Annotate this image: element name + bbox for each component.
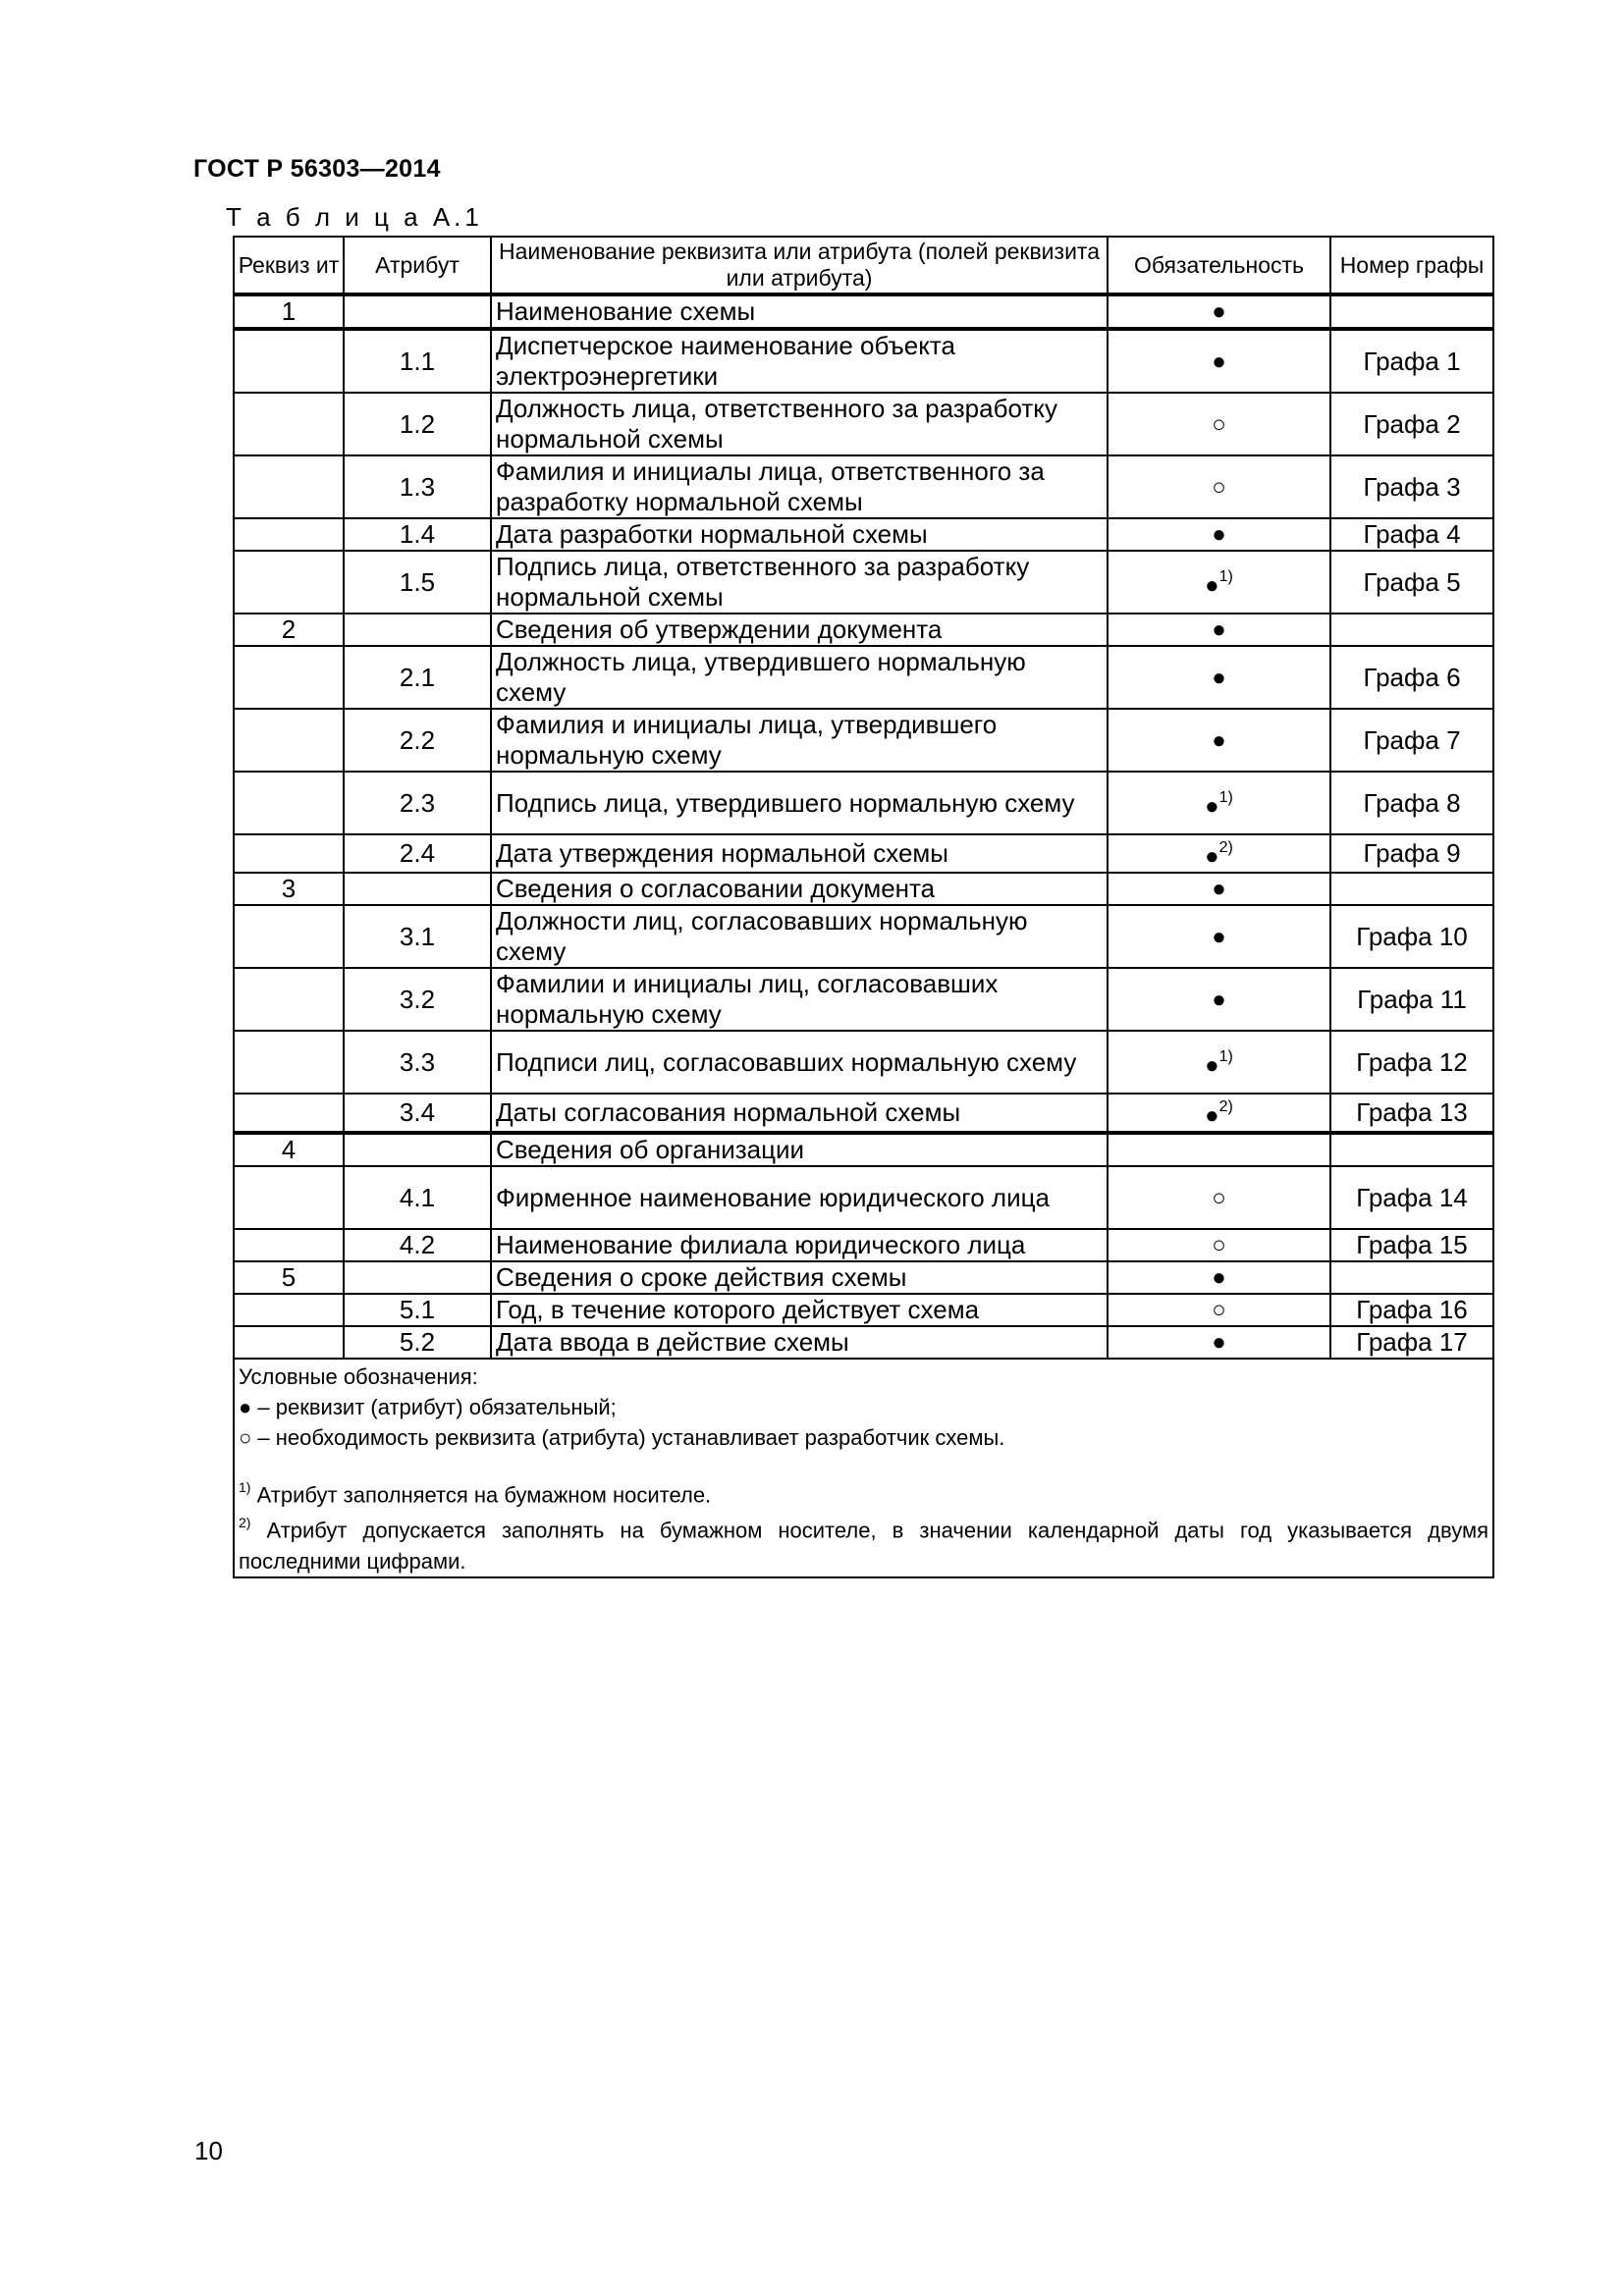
requisite-number-cell (234, 834, 344, 873)
attribute-name-cell: Фамилия и инициалы лица, ответственного за разработку нормальной схемы (491, 455, 1108, 518)
footnote-ref: 1) (1218, 788, 1233, 806)
attribute-name-cell: Сведения о сроке действия схемы (491, 1261, 1108, 1294)
footnote-2 (239, 1510, 1488, 1575)
table-row (234, 1229, 1493, 1261)
mandatory-symbol: ● (1212, 1264, 1226, 1291)
requisite-number-cell: 1 (234, 294, 344, 329)
attribute-name-cell: Дата ввода в действие схемы (491, 1326, 1108, 1359)
mandatory-mark (1212, 1297, 1226, 1323)
table-row (234, 968, 1493, 1031)
mandatory-mark (1212, 348, 1226, 375)
column-number-cell: Графа 8 (1330, 772, 1493, 834)
requisite-number-cell: 4 (234, 1133, 344, 1166)
requisite-number-cell (234, 709, 344, 772)
mandatory-cell (1108, 873, 1330, 905)
mandatory-mark (1212, 1329, 1226, 1356)
table-row (234, 1261, 1493, 1294)
requisite-number-cell (234, 551, 344, 614)
attribute-name-cell: Фамилии и инициалы лиц, согласовавших нормальную схему (491, 968, 1108, 1031)
table-row (234, 294, 1493, 329)
table-row (234, 646, 1493, 709)
requisite-number-cell (234, 455, 344, 518)
table-row (234, 873, 1493, 905)
attribute-number-cell (344, 1133, 491, 1166)
column-number-cell: Графа 11 (1330, 968, 1493, 1031)
mandatory-mark (1212, 1264, 1226, 1291)
table-body (234, 294, 1493, 1359)
mandatory-cell (1108, 294, 1330, 329)
column-number-cell: Графа 7 (1330, 709, 1493, 772)
column-number-cell: Графа 5 (1330, 551, 1493, 614)
requisite-number-cell (234, 393, 344, 455)
mandatory-cell (1108, 1229, 1330, 1261)
mandatory-mark (1205, 1047, 1233, 1079)
attribute-number-cell: 5.1 (344, 1294, 491, 1326)
mandatory-cell (1108, 518, 1330, 551)
requisite-number-cell (234, 1229, 344, 1261)
mandatory-mark (1205, 567, 1233, 599)
footnote-1-mark: 1) (239, 1479, 251, 1495)
requisite-number-cell (234, 646, 344, 709)
requisite-number-cell (234, 1294, 344, 1326)
mandatory-symbol: ● (1205, 571, 1219, 599)
column-number-cell: Графа 17 (1330, 1326, 1493, 1359)
attribute-name-cell: Должность лица, утвердившего нормальную схему (491, 646, 1108, 709)
column-number-cell (1330, 294, 1493, 329)
table-row (234, 455, 1493, 518)
requisite-number-cell (234, 329, 344, 393)
attribute-name-cell: Должности лиц, согласовавших нормальную схему (491, 905, 1108, 968)
table-row (234, 614, 1493, 646)
column-header-mandatory: Обязательность (1108, 237, 1330, 294)
footnote-ref: 1) (1218, 567, 1233, 585)
column-number-cell: Графа 16 (1330, 1294, 1493, 1326)
requisite-number-cell (234, 1166, 344, 1229)
attribute-number-cell: 2.2 (344, 709, 491, 772)
mandatory-symbol: ○ (1212, 1184, 1226, 1211)
column-number-cell: Графа 3 (1330, 455, 1493, 518)
table-row (234, 329, 1493, 393)
mandatory-symbol: ○ (1212, 1232, 1226, 1258)
mandatory-symbol: ● (1212, 1329, 1226, 1356)
table-row (234, 1133, 1493, 1166)
attribute-name-cell: Фамилия и инициалы лица, утвердившего нормальную схему (491, 709, 1108, 772)
attribute-name-cell: Наименование филиала юридического лица (491, 1229, 1108, 1261)
column-number-cell: Графа 6 (1330, 646, 1493, 709)
mandatory-mark (1212, 474, 1226, 501)
footnote-ref: 1) (1218, 1047, 1233, 1065)
column-number-cell: Графа 2 (1330, 393, 1493, 455)
attribute-name-cell: Наименование схемы (491, 294, 1108, 329)
mandatory-symbol: ● (1212, 986, 1226, 1013)
table-row (234, 518, 1493, 551)
table-caption: Т а б л и ц а А.1 (226, 202, 483, 232)
table-row (234, 709, 1493, 772)
attribute-name-cell: Сведения об организации (491, 1133, 1108, 1166)
column-number-cell: Графа 14 (1330, 1166, 1493, 1229)
attribute-number-cell: 1.3 (344, 455, 491, 518)
mandatory-symbol: ● (1212, 298, 1226, 325)
column-number-cell: Графа 1 (1330, 329, 1493, 393)
requisite-number-cell (234, 772, 344, 834)
mandatory-symbol: ○ (1212, 410, 1226, 438)
column-number-cell (1330, 1261, 1493, 1294)
attribute-number-cell (344, 294, 491, 329)
column-number-cell: Графа 13 (1330, 1094, 1493, 1133)
table-row (234, 834, 1493, 873)
table-row (234, 905, 1493, 968)
attribute-number-cell: 3.4 (344, 1094, 491, 1133)
footnotes (239, 1474, 1488, 1576)
mandatory-symbol: ● (1205, 1102, 1219, 1129)
column-number-cell: Графа 15 (1330, 1229, 1493, 1261)
mandatory-mark (1212, 298, 1226, 325)
requisite-number-cell: 5 (234, 1261, 344, 1294)
column-header-req: Реквиз ит (234, 237, 344, 294)
requisite-number-cell: 2 (234, 614, 344, 646)
footnote-ref: 2) (1218, 1098, 1233, 1115)
attribute-name-cell: Даты согласования нормальной схемы (491, 1094, 1108, 1133)
mandatory-cell (1108, 1294, 1330, 1326)
attribute-name-cell: Подпись лица, ответственного за разработку нормальной схемы (491, 551, 1108, 614)
mandatory-mark (1212, 411, 1226, 438)
attribute-name-cell: Дата утверждения нормальной схемы (491, 834, 1108, 873)
attribute-number-cell: 3.2 (344, 968, 491, 1031)
requisite-number-cell: 3 (234, 873, 344, 905)
notes-cell (234, 1359, 1493, 1577)
column-header-name: Наименование реквизита или атрибута (полей реквизита или атрибута) (491, 237, 1108, 294)
attribute-number-cell: 5.2 (344, 1326, 491, 1359)
table-row (234, 772, 1493, 834)
mandatory-mark (1212, 727, 1226, 754)
attribute-name-cell: Сведения об утверждении документа (491, 614, 1108, 646)
requisites-table (233, 236, 1494, 1578)
attribute-number-cell: 3.3 (344, 1031, 491, 1094)
mandatory-cell (1108, 834, 1330, 873)
attribute-number-cell: 1.2 (344, 393, 491, 455)
mandatory-symbol: ● (1205, 1051, 1219, 1079)
legend-empty: ○ – необходимость реквизита (атрибута) устанавливает разработчик схемы. (239, 1425, 1005, 1450)
mandatory-symbol: ● (1205, 843, 1219, 870)
column-number-cell (1330, 873, 1493, 905)
table-row (234, 1166, 1493, 1229)
mandatory-cell (1108, 614, 1330, 646)
mandatory-symbol: ● (1205, 792, 1219, 820)
table-header-row (234, 237, 1493, 294)
column-header-attr: Атрибут (344, 237, 491, 294)
mandatory-cell (1108, 329, 1330, 393)
attribute-number-cell (344, 873, 491, 905)
table-row (234, 393, 1493, 455)
mandatory-mark (1205, 788, 1233, 820)
mandatory-cell (1108, 1031, 1330, 1094)
attribute-name-cell: Подписи лиц, согласовавших нормальную схему (491, 1031, 1108, 1094)
mandatory-symbol: ○ (1212, 473, 1226, 501)
page-number: 10 (194, 2136, 223, 2165)
attribute-number-cell (344, 614, 491, 646)
attribute-name-cell: Год, в течение которого действует схема (491, 1294, 1108, 1326)
attribute-number-cell: 4.1 (344, 1166, 491, 1229)
attribute-number-cell (344, 1261, 491, 1294)
mandatory-cell (1108, 393, 1330, 455)
table-row (234, 551, 1493, 614)
mandatory-mark (1212, 665, 1226, 691)
attribute-number-cell: 1.1 (344, 329, 491, 393)
requisite-number-cell (234, 968, 344, 1031)
mandatory-cell (1108, 905, 1330, 968)
attribute-number-cell: 1.4 (344, 518, 491, 551)
mandatory-symbol: ● (1212, 521, 1226, 548)
mandatory-cell (1108, 709, 1330, 772)
mandatory-mark (1205, 1098, 1233, 1129)
notes-row (234, 1359, 1493, 1577)
mandatory-mark (1212, 1232, 1226, 1258)
mandatory-cell (1108, 455, 1330, 518)
requisite-number-cell (234, 1094, 344, 1133)
column-number-cell: Графа 12 (1330, 1031, 1493, 1094)
mandatory-symbol: ● (1212, 347, 1226, 375)
footnote-ref: 2) (1218, 839, 1233, 856)
requisite-number-cell (234, 1326, 344, 1359)
column-header-column-no: Номер графы (1330, 237, 1493, 294)
mandatory-symbol: ● (1212, 616, 1226, 643)
footnote-2-text: Атрибут допускается заполнять на бумажном носителе, в значении календарной даты год указывается двумя последними цифрами. (239, 1518, 1488, 1574)
mandatory-cell (1108, 968, 1330, 1031)
attribute-name-cell: Сведения о согласовании документа (491, 873, 1108, 905)
mandatory-cell (1108, 1094, 1330, 1133)
requisite-number-cell (234, 518, 344, 551)
attribute-name-cell: Дата разработки нормальной схемы (491, 518, 1108, 551)
column-number-cell: Графа 9 (1330, 834, 1493, 873)
attribute-name-cell: Подпись лица, утвердившего нормальную схему (491, 772, 1108, 834)
mandatory-symbol: ● (1212, 664, 1226, 691)
table-row (234, 1294, 1493, 1326)
column-number-cell (1330, 1133, 1493, 1166)
legend-filled: ● – реквизит (атрибут) обязательный; (239, 1395, 617, 1419)
mandatory-mark (1212, 521, 1226, 548)
mandatory-cell (1108, 772, 1330, 834)
mandatory-symbol: ● (1212, 726, 1226, 754)
attribute-number-cell: 2.1 (344, 646, 491, 709)
document-code: ГОСТ Р 56303—2014 (193, 155, 441, 183)
attribute-number-cell: 4.2 (344, 1229, 491, 1261)
mandatory-symbol: ○ (1212, 1297, 1226, 1323)
mandatory-cell (1108, 1166, 1330, 1229)
mandatory-mark (1212, 1185, 1226, 1211)
column-number-cell: Графа 4 (1330, 518, 1493, 551)
footnote-2-mark: 2) (239, 1515, 251, 1531)
mandatory-mark (1212, 876, 1226, 902)
attribute-name-cell: Диспетчерское наименование объекта электроэнергетики (491, 329, 1108, 393)
column-number-cell: Графа 10 (1330, 905, 1493, 968)
mandatory-cell (1108, 646, 1330, 709)
mandatory-cell (1108, 1133, 1330, 1166)
mandatory-mark (1205, 839, 1233, 870)
footnote-1 (239, 1474, 1488, 1510)
mandatory-cell (1108, 551, 1330, 614)
column-number-cell (1330, 614, 1493, 646)
attribute-name-cell: Фирменное наименование юридического лица (491, 1166, 1108, 1229)
mandatory-cell (1108, 1326, 1330, 1359)
attribute-name-cell: Должность лица, ответственного за разработку нормальной схемы (491, 393, 1108, 455)
mandatory-mark (1212, 924, 1226, 950)
mandatory-cell (1108, 1261, 1330, 1294)
table-row (234, 1031, 1493, 1094)
mandatory-symbol: ● (1212, 923, 1226, 950)
attribute-number-cell: 1.5 (344, 551, 491, 614)
mandatory-symbol: ● (1212, 876, 1226, 902)
attribute-number-cell: 3.1 (344, 905, 491, 968)
requisites-table-container (233, 236, 1492, 1578)
table-row (234, 1326, 1493, 1359)
attribute-number-cell: 2.4 (344, 834, 491, 873)
table-row (234, 1094, 1493, 1133)
attribute-number-cell: 2.3 (344, 772, 491, 834)
requisite-number-cell (234, 905, 344, 968)
footnote-1-text: Атрибут заполняется на бумажном носителе. (250, 1482, 712, 1508)
notes-title: Условные обозначения: (239, 1364, 478, 1389)
requisite-number-cell (234, 1031, 344, 1094)
mandatory-mark (1212, 616, 1226, 643)
mandatory-mark (1212, 987, 1226, 1013)
